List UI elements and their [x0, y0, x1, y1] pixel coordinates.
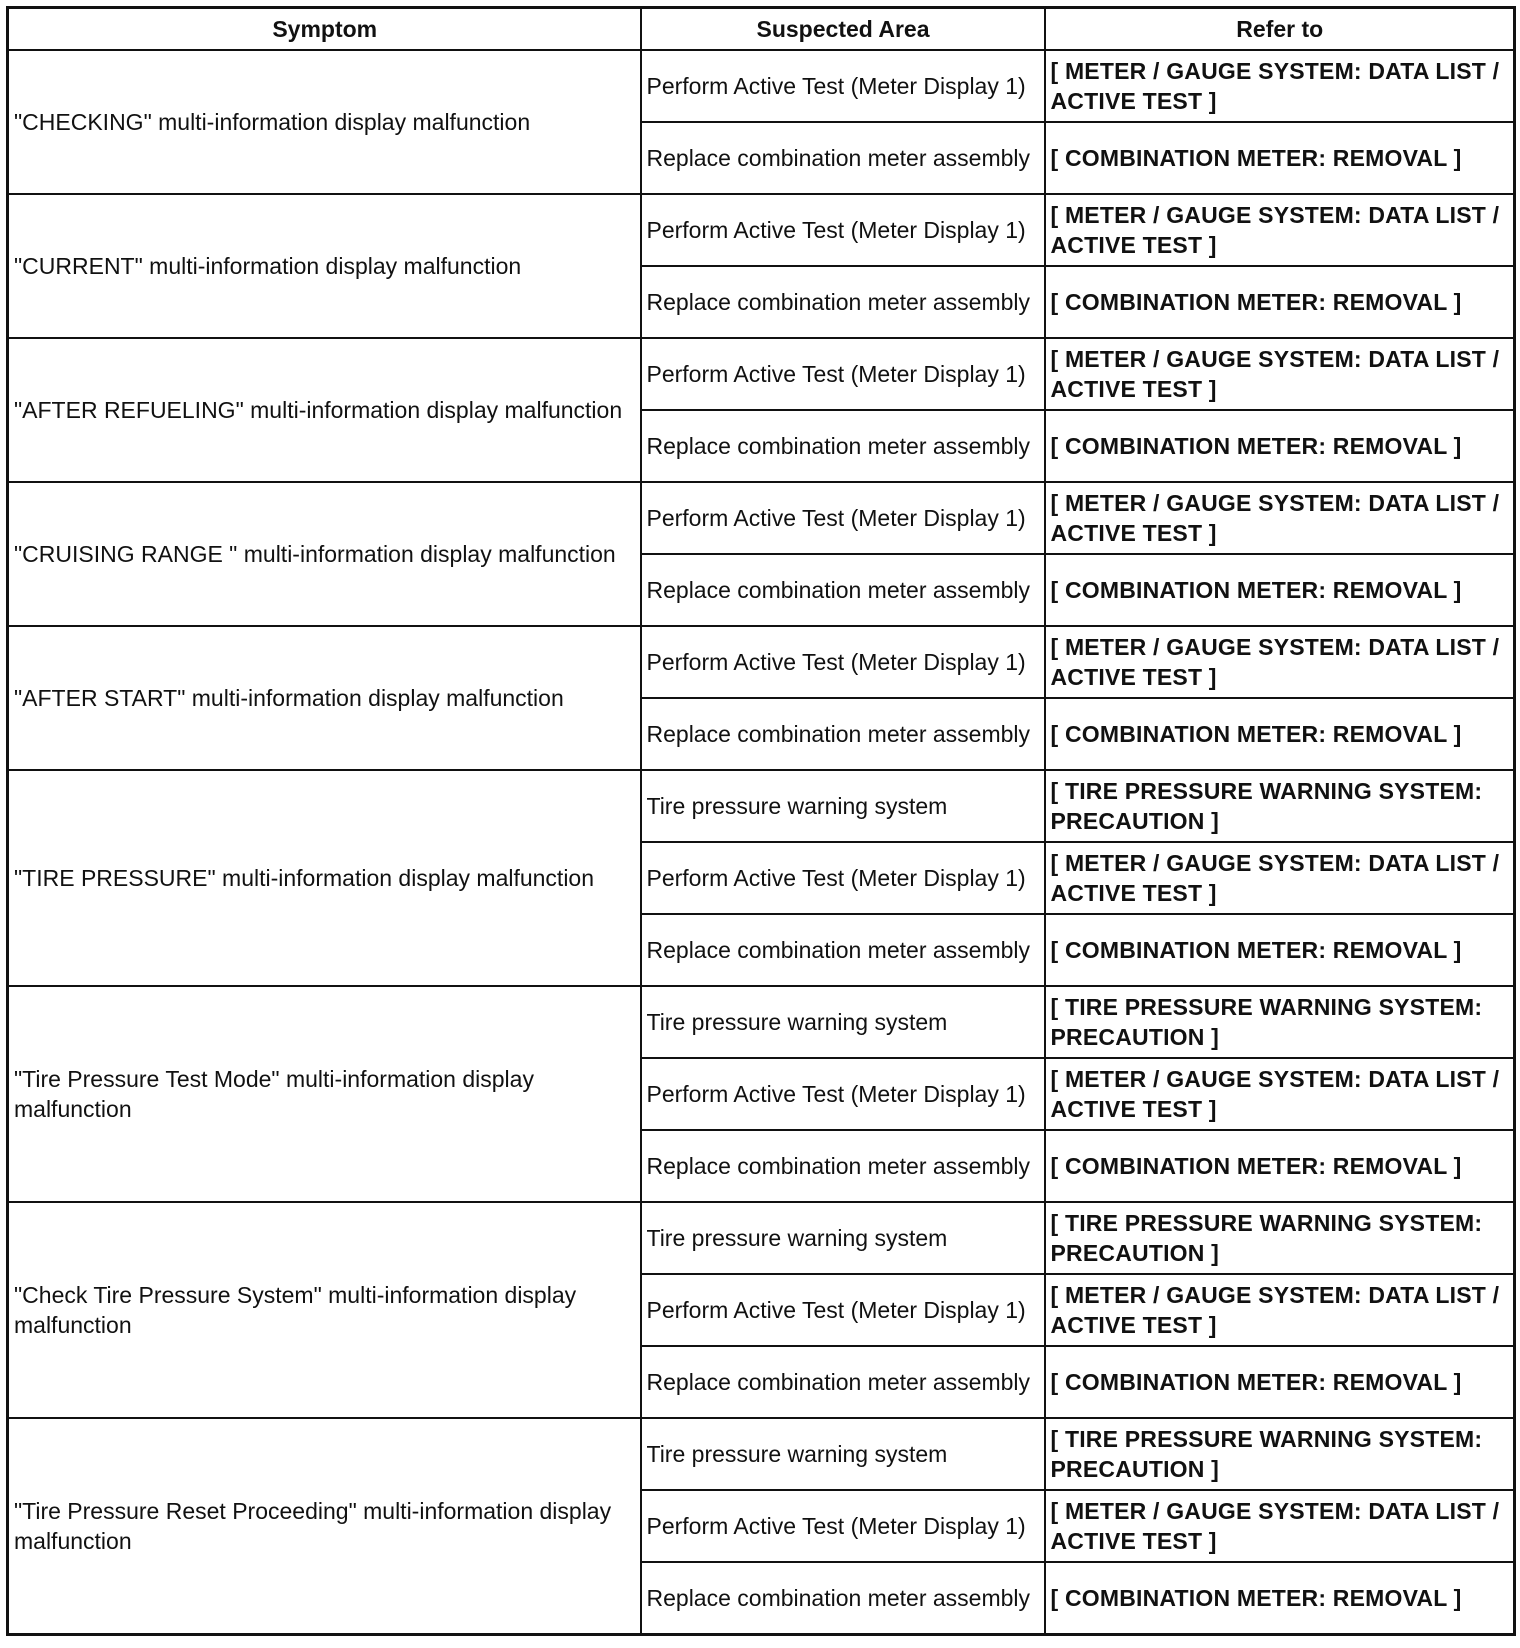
table-row: [8, 338, 1515, 410]
suspected-area-cell: Perform Active Test (Meter Display 1): [641, 842, 1045, 914]
table-row: [8, 770, 1515, 842]
suspected-area-cell: Perform Active Test (Meter Display 1): [641, 338, 1045, 410]
refer-to-link[interactable]: [ TIRE PRESSURE WARNING SYSTEM: PRECAUTION ]: [1045, 770, 1515, 842]
header-symptom: Symptom: [8, 8, 641, 51]
suspected-area-cell: Perform Active Test (Meter Display 1): [641, 1058, 1045, 1130]
refer-to-link[interactable]: [ METER / GAUGE SYSTEM: DATA LIST / ACTIVE TEST ]: [1045, 626, 1515, 698]
symptom-table: [6, 6, 1516, 1636]
symptom-cell: "CURRENT" multi-information display malfunction: [8, 194, 641, 338]
symptom-cell: "CRUISING RANGE " multi-information display malfunction: [8, 482, 641, 626]
suspected-area-cell: Tire pressure warning system: [641, 986, 1045, 1058]
refer-to-link[interactable]: [ COMBINATION METER: REMOVAL ]: [1045, 122, 1515, 194]
refer-to-link[interactable]: [ METER / GAUGE SYSTEM: DATA LIST / ACTIVE TEST ]: [1045, 338, 1515, 410]
suspected-area-cell: Perform Active Test (Meter Display 1): [641, 626, 1045, 698]
suspected-area-cell: Replace combination meter assembly: [641, 410, 1045, 482]
table-row: [8, 626, 1515, 698]
suspected-area-cell: Perform Active Test (Meter Display 1): [641, 482, 1045, 554]
refer-to-link[interactable]: [ METER / GAUGE SYSTEM: DATA LIST / ACTIVE TEST ]: [1045, 1274, 1515, 1346]
suspected-area-cell: Tire pressure warning system: [641, 1202, 1045, 1274]
suspected-area-cell: Replace combination meter assembly: [641, 1562, 1045, 1635]
suspected-area-cell: Perform Active Test (Meter Display 1): [641, 50, 1045, 122]
refer-to-link[interactable]: [ COMBINATION METER: REMOVAL ]: [1045, 410, 1515, 482]
table-row: [8, 194, 1515, 266]
table-row: [8, 986, 1515, 1058]
symptom-cell: "Tire Pressure Test Mode" multi-information display malfunction: [8, 986, 641, 1202]
header-row: [8, 8, 1515, 51]
refer-to-link[interactable]: [ COMBINATION METER: REMOVAL ]: [1045, 698, 1515, 770]
table-row: [8, 482, 1515, 554]
refer-to-link[interactable]: [ TIRE PRESSURE WARNING SYSTEM: PRECAUTION ]: [1045, 986, 1515, 1058]
suspected-area-cell: Tire pressure warning system: [641, 770, 1045, 842]
suspected-area-cell: Replace combination meter assembly: [641, 1346, 1045, 1418]
symptom-cell: "Tire Pressure Reset Proceeding" multi-information display malfunction: [8, 1418, 641, 1635]
header-refer-to: Refer to: [1045, 8, 1515, 51]
refer-to-link[interactable]: [ COMBINATION METER: REMOVAL ]: [1045, 554, 1515, 626]
refer-to-link[interactable]: [ COMBINATION METER: REMOVAL ]: [1045, 914, 1515, 986]
refer-to-link[interactable]: [ TIRE PRESSURE WARNING SYSTEM: PRECAUTION ]: [1045, 1202, 1515, 1274]
suspected-area-cell: Replace combination meter assembly: [641, 122, 1045, 194]
suspected-area-cell: Perform Active Test (Meter Display 1): [641, 194, 1045, 266]
refer-to-link[interactable]: [ COMBINATION METER: REMOVAL ]: [1045, 1346, 1515, 1418]
table-row: [8, 1202, 1515, 1274]
header-suspected-area: Suspected Area: [641, 8, 1045, 51]
suspected-area-cell: Replace combination meter assembly: [641, 554, 1045, 626]
suspected-area-cell: Perform Active Test (Meter Display 1): [641, 1274, 1045, 1346]
suspected-area-cell: Perform Active Test (Meter Display 1): [641, 1490, 1045, 1562]
symptom-cell: "AFTER START" multi-information display malfunction: [8, 626, 641, 770]
table-row: [8, 50, 1515, 122]
refer-to-link[interactable]: [ COMBINATION METER: REMOVAL ]: [1045, 1562, 1515, 1635]
refer-to-link[interactable]: [ COMBINATION METER: REMOVAL ]: [1045, 266, 1515, 338]
refer-to-link[interactable]: [ METER / GAUGE SYSTEM: DATA LIST / ACTIVE TEST ]: [1045, 194, 1515, 266]
refer-to-link[interactable]: [ METER / GAUGE SYSTEM: DATA LIST / ACTIVE TEST ]: [1045, 1058, 1515, 1130]
refer-to-link[interactable]: [ METER / GAUGE SYSTEM: DATA LIST / ACTIVE TEST ]: [1045, 842, 1515, 914]
suspected-area-cell: Replace combination meter assembly: [641, 698, 1045, 770]
suspected-area-cell: Replace combination meter assembly: [641, 1130, 1045, 1202]
refer-to-link[interactable]: [ COMBINATION METER: REMOVAL ]: [1045, 1130, 1515, 1202]
symptom-cell: "Check Tire Pressure System" multi-information display malfunction: [8, 1202, 641, 1418]
table-body: [8, 50, 1515, 1635]
suspected-area-cell: Replace combination meter assembly: [641, 914, 1045, 986]
symptom-cell: "TIRE PRESSURE" multi-information display malfunction: [8, 770, 641, 986]
refer-to-link[interactable]: [ METER / GAUGE SYSTEM: DATA LIST / ACTIVE TEST ]: [1045, 50, 1515, 122]
refer-to-link[interactable]: [ METER / GAUGE SYSTEM: DATA LIST / ACTIVE TEST ]: [1045, 482, 1515, 554]
refer-to-link[interactable]: [ METER / GAUGE SYSTEM: DATA LIST / ACTIVE TEST ]: [1045, 1490, 1515, 1562]
symptom-cell: "AFTER REFUELING" multi-information display malfunction: [8, 338, 641, 482]
table-row: [8, 1418, 1515, 1490]
suspected-area-cell: Tire pressure warning system: [641, 1418, 1045, 1490]
refer-to-link[interactable]: [ TIRE PRESSURE WARNING SYSTEM: PRECAUTION ]: [1045, 1418, 1515, 1490]
symptom-cell: "CHECKING" multi-information display malfunction: [8, 50, 641, 194]
suspected-area-cell: Replace combination meter assembly: [641, 266, 1045, 338]
